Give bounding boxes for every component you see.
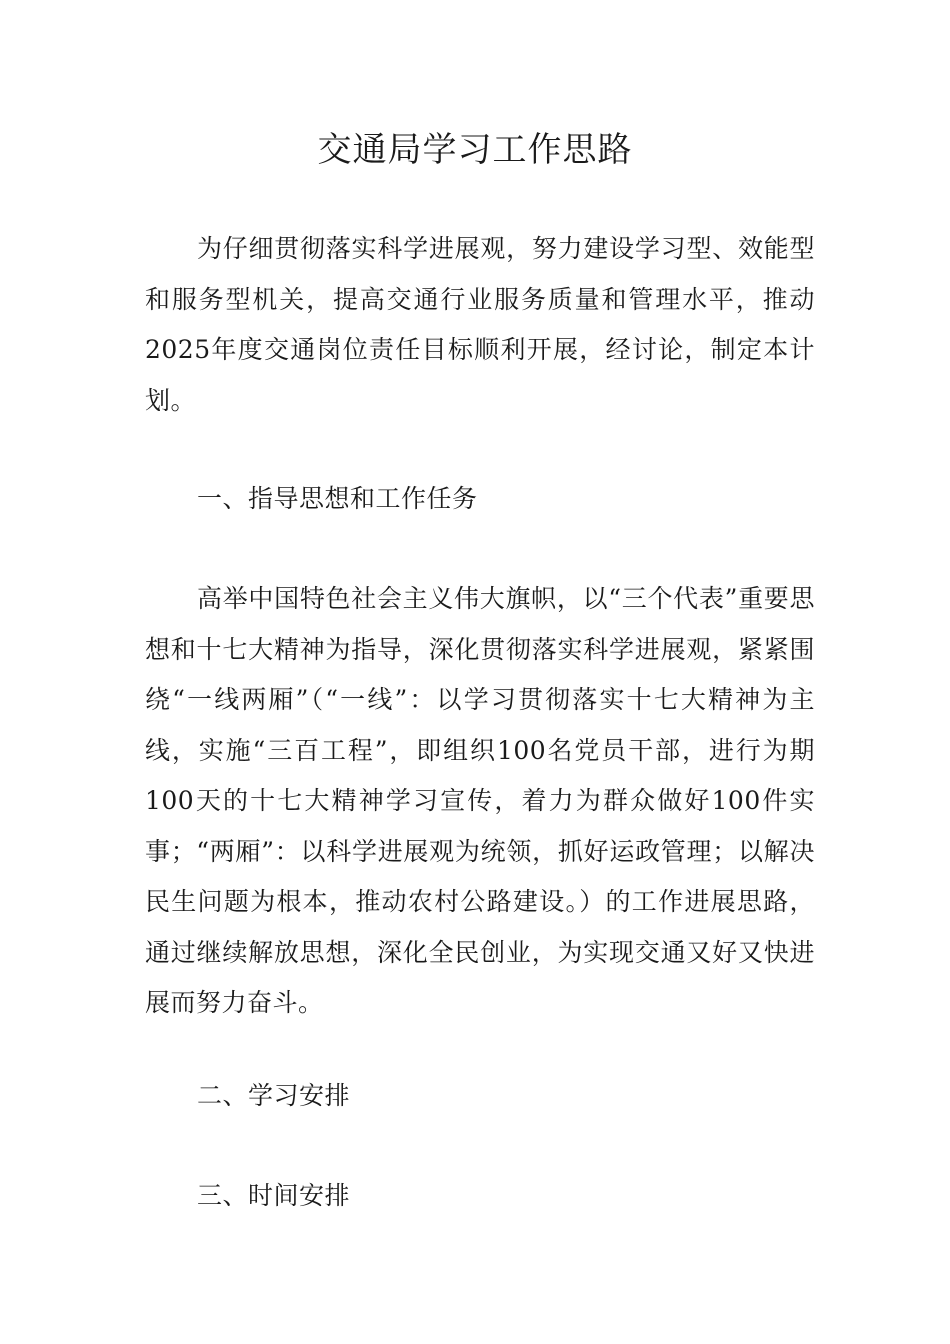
- section-1-heading: 一、指导思想和工作任务: [197, 484, 478, 513]
- document-title: 交通局学习工作思路: [317, 130, 633, 170]
- section-2-heading: 二、学习安排: [197, 1081, 351, 1110]
- intro-paragraph: 为仔细贯彻落实科学进展观，努力建设学习型、效能型和服务型机关，提高交通行业服务质量和管理水平，推动2025年度交通岗位责任目标顺利开展，经讨论，制定本计划。: [145, 234, 815, 415]
- section-3-heading: 三、时间安排: [197, 1181, 351, 1210]
- section-1-body: 高举中国特色社会主义伟大旗帜，以“三个代表”重要思想和十七大精神为指导，深化贯彻落实科学进展观，紧紧围绕“一线两厢”（“一线”：以学习贯彻落实十七大精神为主线，实施“三百工程”，即组织100名党员干部，进行为期100天的十七大精神学习宣传，着力为群众做好100件实事；“两厢”：以科学进展观为统领，抓好运政管理；以解决民生问题为根本，推动农村公路建设。）的工作进展思路，通过继续解放思想，深化全民创业，为实现交通又好又快进展而努力奋斗。: [145, 584, 815, 1017]
